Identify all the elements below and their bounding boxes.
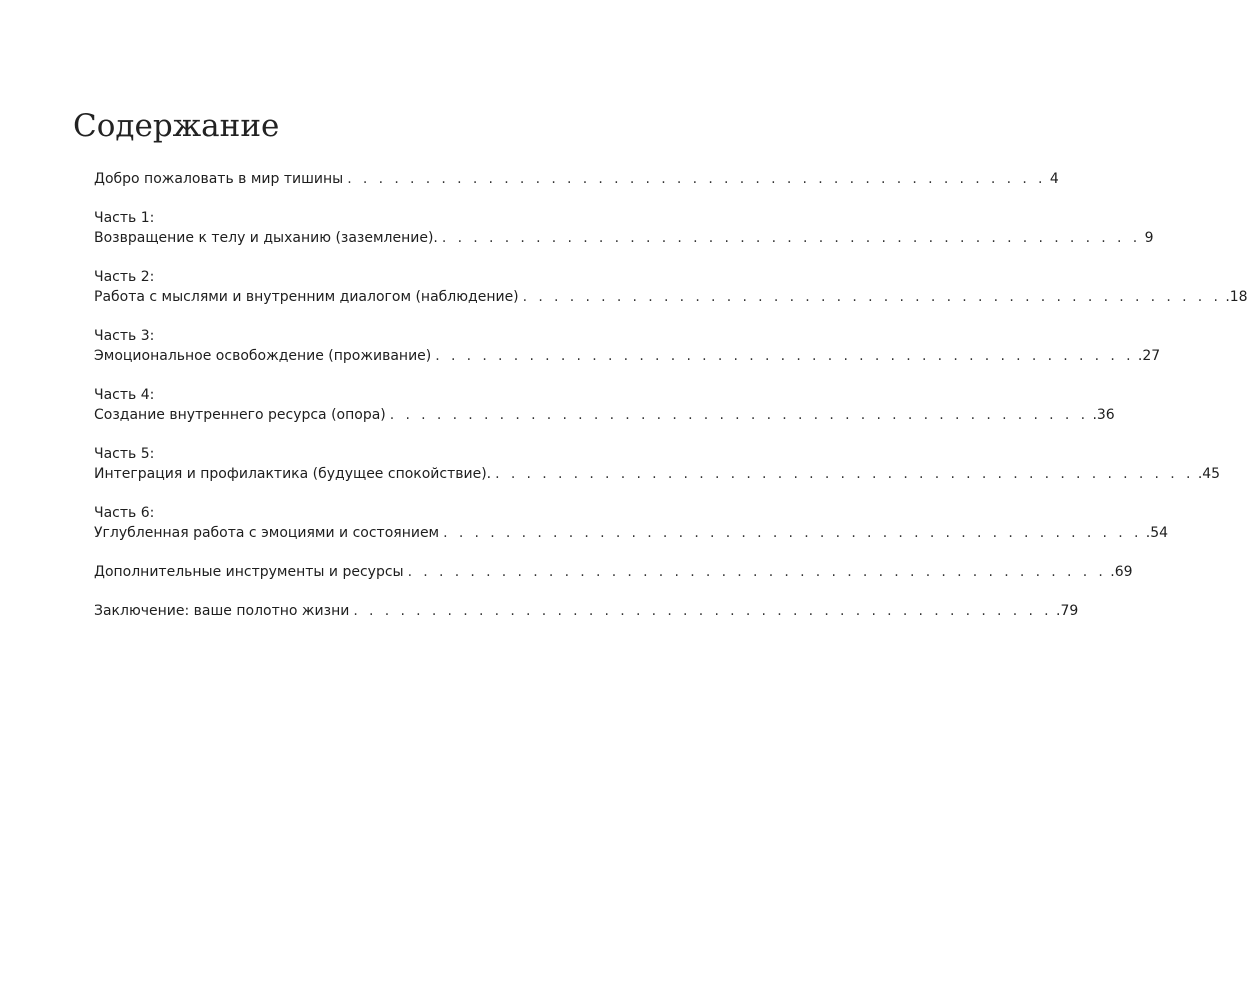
page-number: .36	[1092, 407, 1115, 423]
toc-entry-part-6[interactable]	[94, 503, 1169, 543]
dot-leader: . . . . . . . . . . . . . . . . . . . . . . . . . . . . . . . . . . . . . . . . . . . . .	[407, 564, 1107, 580]
toc-entry-conclusion[interactable]	[94, 601, 1079, 621]
part-label: Часть 1:	[94, 210, 155, 226]
toc-entry-part-5[interactable]	[94, 444, 1221, 484]
page-number: .18	[1225, 289, 1248, 305]
toc-line	[94, 346, 1161, 366]
toc-entry-resources[interactable]	[94, 562, 1133, 582]
dot-leader: . . . . . . . . . . . . . . . . . . . . . . . . . . . . . . . . . . . . . . . . . . . . .	[495, 466, 1194, 482]
toc-entry-part-2[interactable]	[94, 267, 1248, 307]
entry-title: Работа с мыслями и внутренним диалогом (наблюдение)	[94, 289, 519, 305]
part-label: Часть 2:	[94, 269, 155, 285]
page-number: 4	[1049, 171, 1059, 187]
entry-title: Возвращение к телу и дыханию (заземление).	[94, 230, 438, 246]
page-number: .54	[1145, 525, 1169, 541]
part-label: Часть 3:	[94, 328, 155, 344]
entry-title: Дополнительные инструменты и ресурсы	[94, 564, 404, 580]
dot-leader: . . . . . . . . . . . . . . . . . . . . . . . . . . . . . . . . . . . . . . . . . . . . .	[353, 603, 1053, 619]
dot-leader: . . . . . . . . . . . . . . . . . . . . . . . . . . . . . . . . . . . . . . . . . . . . .	[522, 289, 1222, 305]
entry-title: Заключение: ваше полотно жизни	[94, 603, 350, 619]
toc-line	[94, 601, 1079, 621]
table-of-contents	[94, 169, 1248, 621]
toc-line	[94, 228, 1154, 248]
entry-title: Эмоциональное освобождение (проживание)	[94, 348, 432, 364]
dot-leader: . . . . . . . . . . . . . . . . . . . . . . . . . . . . . . . . . . . . . . . . . . . . .	[347, 171, 1046, 187]
toc-entry-part-1[interactable]	[94, 208, 1154, 248]
entry-title: Создание внутреннего ресурса (опора)	[94, 407, 386, 423]
dot-leader: . . . . . . . . . . . . . . . . . . . . . . . . . . . . . . . . . . . . . . . . . . . . .	[441, 230, 1141, 246]
part-label: Часть 4:	[94, 387, 155, 403]
dot-leader: . . . . . . . . . . . . . . . . . . . . . . . . . . . . . . . . . . . . . . . . . . . . .	[389, 407, 1089, 423]
toc-entry-part-4[interactable]	[94, 385, 1115, 425]
toc-line	[94, 562, 1133, 582]
toc-entry-intro[interactable]	[94, 169, 1059, 189]
toc-line	[94, 287, 1248, 307]
toc-line	[94, 464, 1221, 484]
dot-leader: . . . . . . . . . . . . . . . . . . . . . . . . . . . . . . . . . . . . . . . . . . . . .	[443, 525, 1142, 541]
entry-title: Интеграция и профилактика (будущее спокойствие).	[94, 466, 492, 482]
part-label: Часть 6:	[94, 505, 155, 521]
toc-line	[94, 405, 1115, 425]
entry-title: Углубленная работа с эмоциями и состоянием	[94, 525, 440, 541]
toc-line	[94, 169, 1059, 189]
dot-leader: . . . . . . . . . . . . . . . . . . . . . . . . . . . . . . . . . . . . . . . . . . . . .	[435, 348, 1134, 364]
page-number: .45	[1197, 466, 1221, 482]
toc-entry-part-3[interactable]	[94, 326, 1161, 366]
entry-title: Добро пожаловать в мир тишины	[94, 171, 344, 187]
page-title: Содержание	[73, 108, 280, 144]
page-number: .79	[1056, 603, 1079, 619]
page-number: .27	[1137, 348, 1161, 364]
page-number: 9	[1144, 230, 1154, 246]
part-label: Часть 5:	[94, 446, 155, 462]
page-number: .69	[1110, 564, 1133, 580]
toc-line	[94, 523, 1169, 543]
